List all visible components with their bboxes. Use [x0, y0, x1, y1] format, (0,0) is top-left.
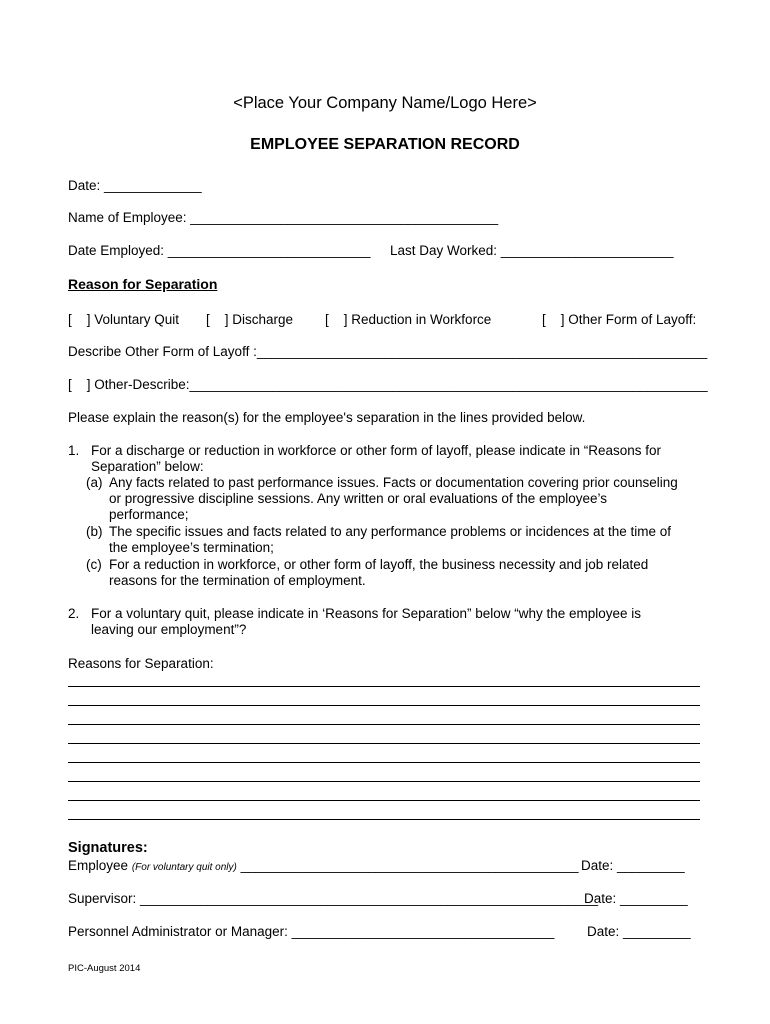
item-1-text-cont: Separation” below: — [91, 459, 204, 474]
employee-signature-label: Employee — [68, 858, 129, 873]
checkbox-other-layoff[interactable]: [ ] Other Form of Layoff: — [542, 312, 697, 327]
item-2-number: 2. — [68, 606, 80, 621]
reasons-line[interactable] — [68, 781, 700, 782]
form-title: EMPLOYEE SEPARATION RECORD — [250, 136, 520, 153]
instructions-intro: Please explain the reason(s) for the employee's separation in the lines provided below. — [68, 410, 586, 425]
item-b-text: The specific issues and facts related to any performance problems or incidences at the time of — [109, 524, 672, 539]
reasons-line[interactable] — [68, 724, 700, 725]
reasons-line[interactable] — [68, 705, 700, 706]
reasons-line[interactable] — [68, 762, 700, 763]
item-2-text: For a voluntary quit, please indicate in ‘Reasons for Separation” below “why the employee is — [91, 606, 642, 621]
reason-section-heading: Reason for Separation — [68, 276, 218, 292]
reasons-line[interactable] — [68, 686, 700, 687]
checkbox-other-describe[interactable]: [ ] Other-Describe:_____________________________________________________________________ — [68, 377, 708, 392]
reasons-line[interactable] — [68, 800, 700, 801]
company-name-placeholder: <Place Your Company Name/Logo Here> — [233, 94, 537, 112]
employee-date-field[interactable]: Date: _________ — [581, 858, 685, 873]
reasons-label: Reasons for Separation: — [68, 656, 214, 671]
personnel-signature-field[interactable]: Personnel Administrator or Manager: ___________________________________ — [68, 924, 555, 939]
item-a-text-end: performance; — [109, 507, 189, 522]
item-c-text: For a reduction in workforce, or other form of layoff, the business necessity and job related — [109, 557, 649, 572]
item-b-text-cont: the employee’s termination; — [109, 540, 274, 555]
item-1-text: For a discharge or reduction in workforce or other form of layoff, please indicate in “Reasons for — [91, 443, 662, 458]
employee-signature-note: (For voluntary quit only) — [131, 862, 237, 873]
item-a-label: (a) — [86, 475, 103, 490]
supervisor-date-field[interactable]: Date: _________ — [584, 891, 688, 906]
item-a-text-cont: or progressive discipline sessions. Any written or oral evaluations of the employee’s — [109, 491, 608, 506]
reasons-line[interactable] — [68, 819, 700, 820]
signatures-heading: Signatures: — [68, 840, 148, 856]
checkbox-reduction-workforce[interactable]: [ ] Reduction in Workforce — [325, 312, 492, 327]
last-day-worked-field[interactable]: Last Day Worked: _______________________ — [390, 243, 674, 258]
personnel-date-field[interactable]: Date: _________ — [587, 924, 691, 939]
supervisor-signature-field[interactable]: Supervisor: _____________________________________________________________ — [68, 891, 599, 906]
employee-name-field[interactable]: Name of Employee: _________________________________________ — [68, 210, 499, 225]
date-employed-field[interactable]: Date Employed: ___________________________ — [68, 243, 371, 258]
item-1-number: 1. — [68, 443, 80, 458]
employee-signature-row[interactable] — [68, 858, 579, 873]
item-c-text-cont: reasons for the termination of employment. — [109, 573, 366, 588]
item-2-text-cont: leaving our employment”? — [91, 622, 247, 637]
item-c-label: (c) — [86, 557, 102, 572]
footer-revision: PIC-August 2014 — [68, 963, 141, 974]
item-b-label: (b) — [86, 524, 103, 539]
reasons-line[interactable] — [68, 743, 700, 744]
employee-signature-line[interactable]: _____________________________________________ — [240, 858, 579, 873]
checkbox-discharge[interactable]: [ ] Discharge — [206, 312, 294, 327]
date-field[interactable]: Date: _____________ — [68, 178, 202, 193]
item-a-text: Any facts related to past performance issues. Facts or documentation covering prior counseling — [109, 475, 678, 490]
checkbox-voluntary-quit[interactable]: [ ] Voluntary Quit — [68, 312, 180, 327]
describe-other-layoff-field[interactable]: Describe Other Form of Layoff :____________________________________________________________ — [68, 344, 708, 359]
